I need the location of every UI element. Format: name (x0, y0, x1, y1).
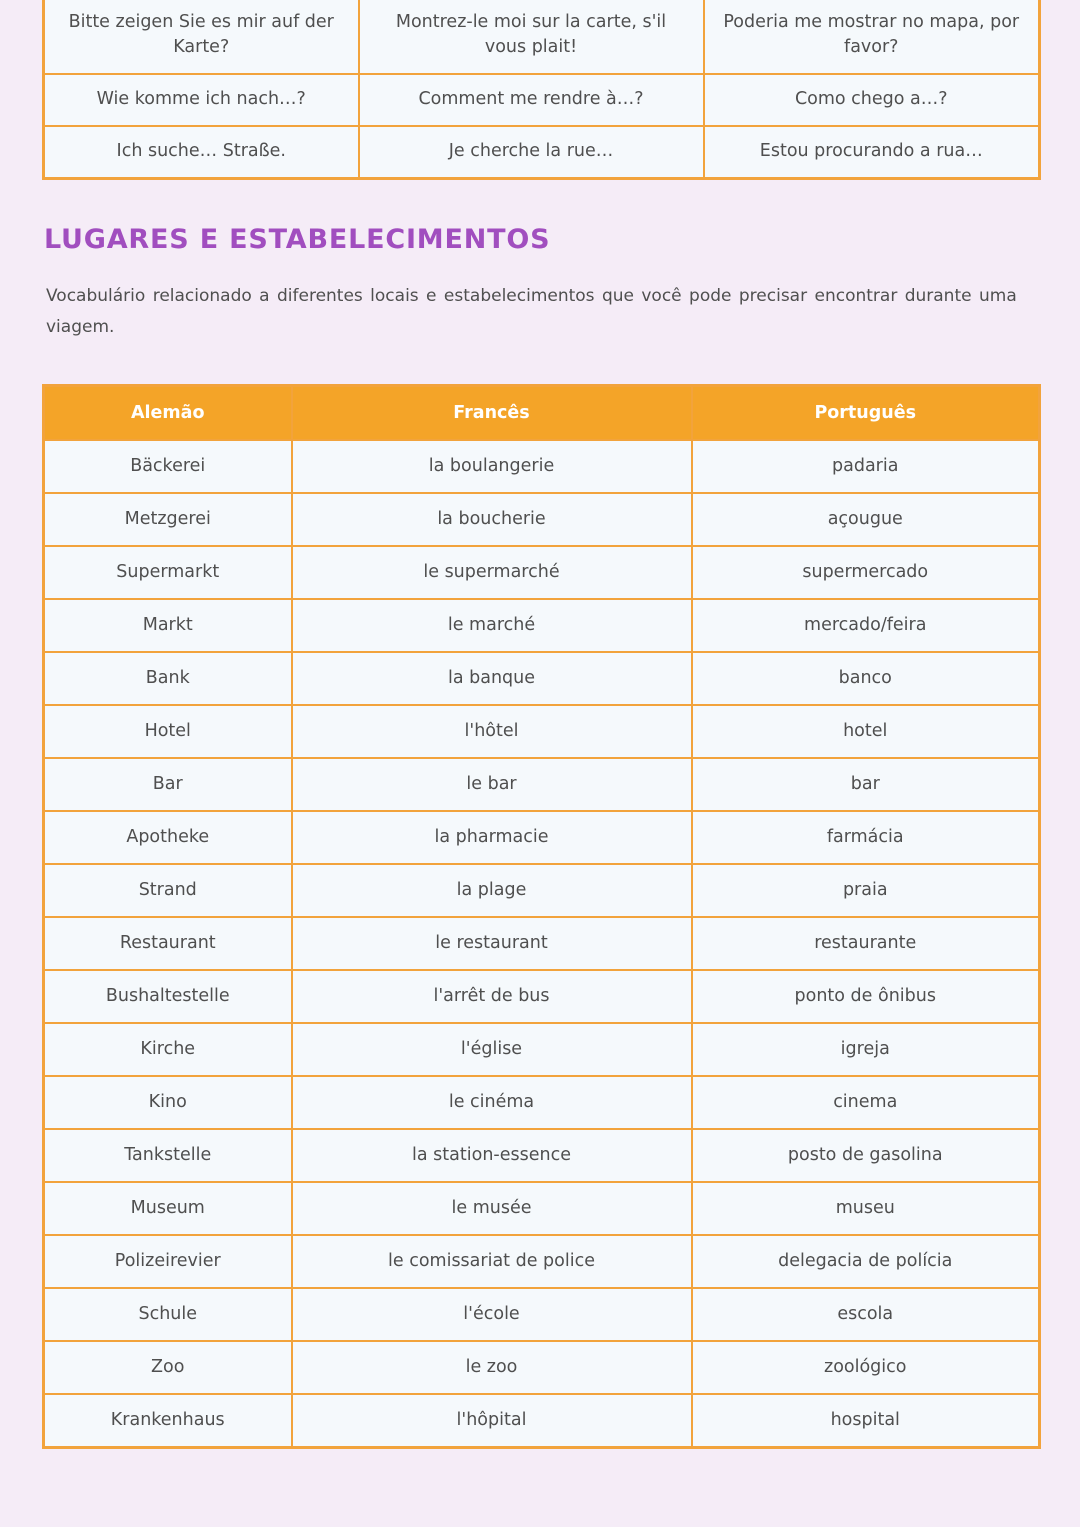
place-cell: ponto de ônibus (692, 970, 1040, 1023)
places-table-head (44, 385, 1040, 440)
column-header: Francês (292, 385, 692, 440)
place-cell: Supermarkt (44, 546, 292, 599)
places-table-body (44, 440, 1040, 1448)
section-heading: LUGARES E ESTABELECIMENTOS (44, 224, 551, 255)
place-cell: Kino (44, 1076, 292, 1129)
places-table-header-row (44, 385, 1040, 440)
place-cell: l'hôtel (292, 705, 692, 758)
table-row (44, 1288, 1040, 1341)
place-cell: Schule (44, 1288, 292, 1341)
place-cell: igreja (692, 1023, 1040, 1076)
place-cell: Museum (44, 1182, 292, 1235)
place-cell: l'église (292, 1023, 692, 1076)
place-cell: Markt (44, 599, 292, 652)
table-row (44, 758, 1040, 811)
place-cell: cinema (692, 1076, 1040, 1129)
phrase-cell: Wie komme ich nach…? (44, 74, 359, 126)
table-row (44, 493, 1040, 546)
place-cell: l'arrêt de bus (292, 970, 692, 1023)
place-cell: le cinéma (292, 1076, 692, 1129)
phrase-cell: Como chego a…? (704, 74, 1040, 126)
place-cell: museu (692, 1182, 1040, 1235)
place-cell: açougue (692, 493, 1040, 546)
place-cell: hospital (692, 1394, 1040, 1448)
table-row (44, 917, 1040, 970)
place-cell: la pharmacie (292, 811, 692, 864)
table-row (44, 705, 1040, 758)
place-cell: Metzgerei (44, 493, 292, 546)
table-row (44, 970, 1040, 1023)
table-row (44, 74, 1040, 126)
table-row (44, 811, 1040, 864)
phrases-table-body (44, 0, 1040, 179)
place-cell: le restaurant (292, 917, 692, 970)
table-row (44, 599, 1040, 652)
place-cell: Bank (44, 652, 292, 705)
places-table (42, 384, 1041, 1449)
place-cell: Restaurant (44, 917, 292, 970)
place-cell: la plage (292, 864, 692, 917)
place-cell: hotel (692, 705, 1040, 758)
place-cell: le marché (292, 599, 692, 652)
intro-paragraph: Vocabulário relacionado a diferentes locais e estabelecimentos que você pode precisar encontrar durante uma viagem. (46, 286, 1017, 338)
place-cell: Tankstelle (44, 1129, 292, 1182)
table-row (44, 1129, 1040, 1182)
phrase-cell: Je cherche la rue… (359, 126, 704, 179)
place-cell: restaurante (692, 917, 1040, 970)
place-cell: le musée (292, 1182, 692, 1235)
place-cell: escola (692, 1288, 1040, 1341)
phrase-cell: Comment me rendre à…? (359, 74, 704, 126)
place-cell: zoológico (692, 1341, 1040, 1394)
place-cell: Bar (44, 758, 292, 811)
place-cell: l'hôpital (292, 1394, 692, 1448)
place-cell: bar (692, 758, 1040, 811)
place-cell: la station-essence (292, 1129, 692, 1182)
place-cell: praia (692, 864, 1040, 917)
place-cell: la banque (292, 652, 692, 705)
place-cell: la boucherie (292, 493, 692, 546)
table-row (44, 440, 1040, 493)
place-cell: Bäckerei (44, 440, 292, 493)
place-cell: le bar (292, 758, 692, 811)
table-row (44, 1235, 1040, 1288)
place-cell: Zoo (44, 1341, 292, 1394)
place-cell: la boulangerie (292, 440, 692, 493)
place-cell: le zoo (292, 1341, 692, 1394)
phrase-cell: Montrez-le moi sur la carte, s'il vous plait! (359, 0, 704, 74)
phrase-cell: Poderia me mostrar no mapa, por favor? (704, 0, 1040, 74)
place-cell: supermercado (692, 546, 1040, 599)
place-cell: le supermarché (292, 546, 692, 599)
place-cell: le comissariat de police (292, 1235, 692, 1288)
place-cell: delegacia de polícia (692, 1235, 1040, 1288)
place-cell: padaria (692, 440, 1040, 493)
table-row (44, 126, 1040, 179)
place-cell: posto de gasolina (692, 1129, 1040, 1182)
table-row (44, 1023, 1040, 1076)
place-cell: banco (692, 652, 1040, 705)
phrase-cell: Estou procurando a rua… (704, 126, 1040, 179)
table-row (44, 1182, 1040, 1235)
table-row (44, 652, 1040, 705)
place-cell: Bushaltestelle (44, 970, 292, 1023)
place-cell: farmácia (692, 811, 1040, 864)
table-row (44, 1076, 1040, 1129)
column-header: Português (692, 385, 1040, 440)
table-row (44, 0, 1040, 74)
place-cell: Hotel (44, 705, 292, 758)
phrase-cell: Bitte zeigen Sie es mir auf der Karte? (44, 0, 359, 74)
table-row (44, 546, 1040, 599)
place-cell: Polizeirevier (44, 1235, 292, 1288)
phrase-cell: Ich suche… Straße. (44, 126, 359, 179)
column-header: Alemão (44, 385, 292, 440)
place-cell: Apotheke (44, 811, 292, 864)
place-cell: l'école (292, 1288, 692, 1341)
table-row (44, 1394, 1040, 1448)
table-row (44, 1341, 1040, 1394)
place-cell: Kirche (44, 1023, 292, 1076)
table-row (44, 864, 1040, 917)
phrases-table (42, 0, 1041, 180)
place-cell: Krankenhaus (44, 1394, 292, 1448)
place-cell: mercado/feira (692, 599, 1040, 652)
place-cell: Strand (44, 864, 292, 917)
